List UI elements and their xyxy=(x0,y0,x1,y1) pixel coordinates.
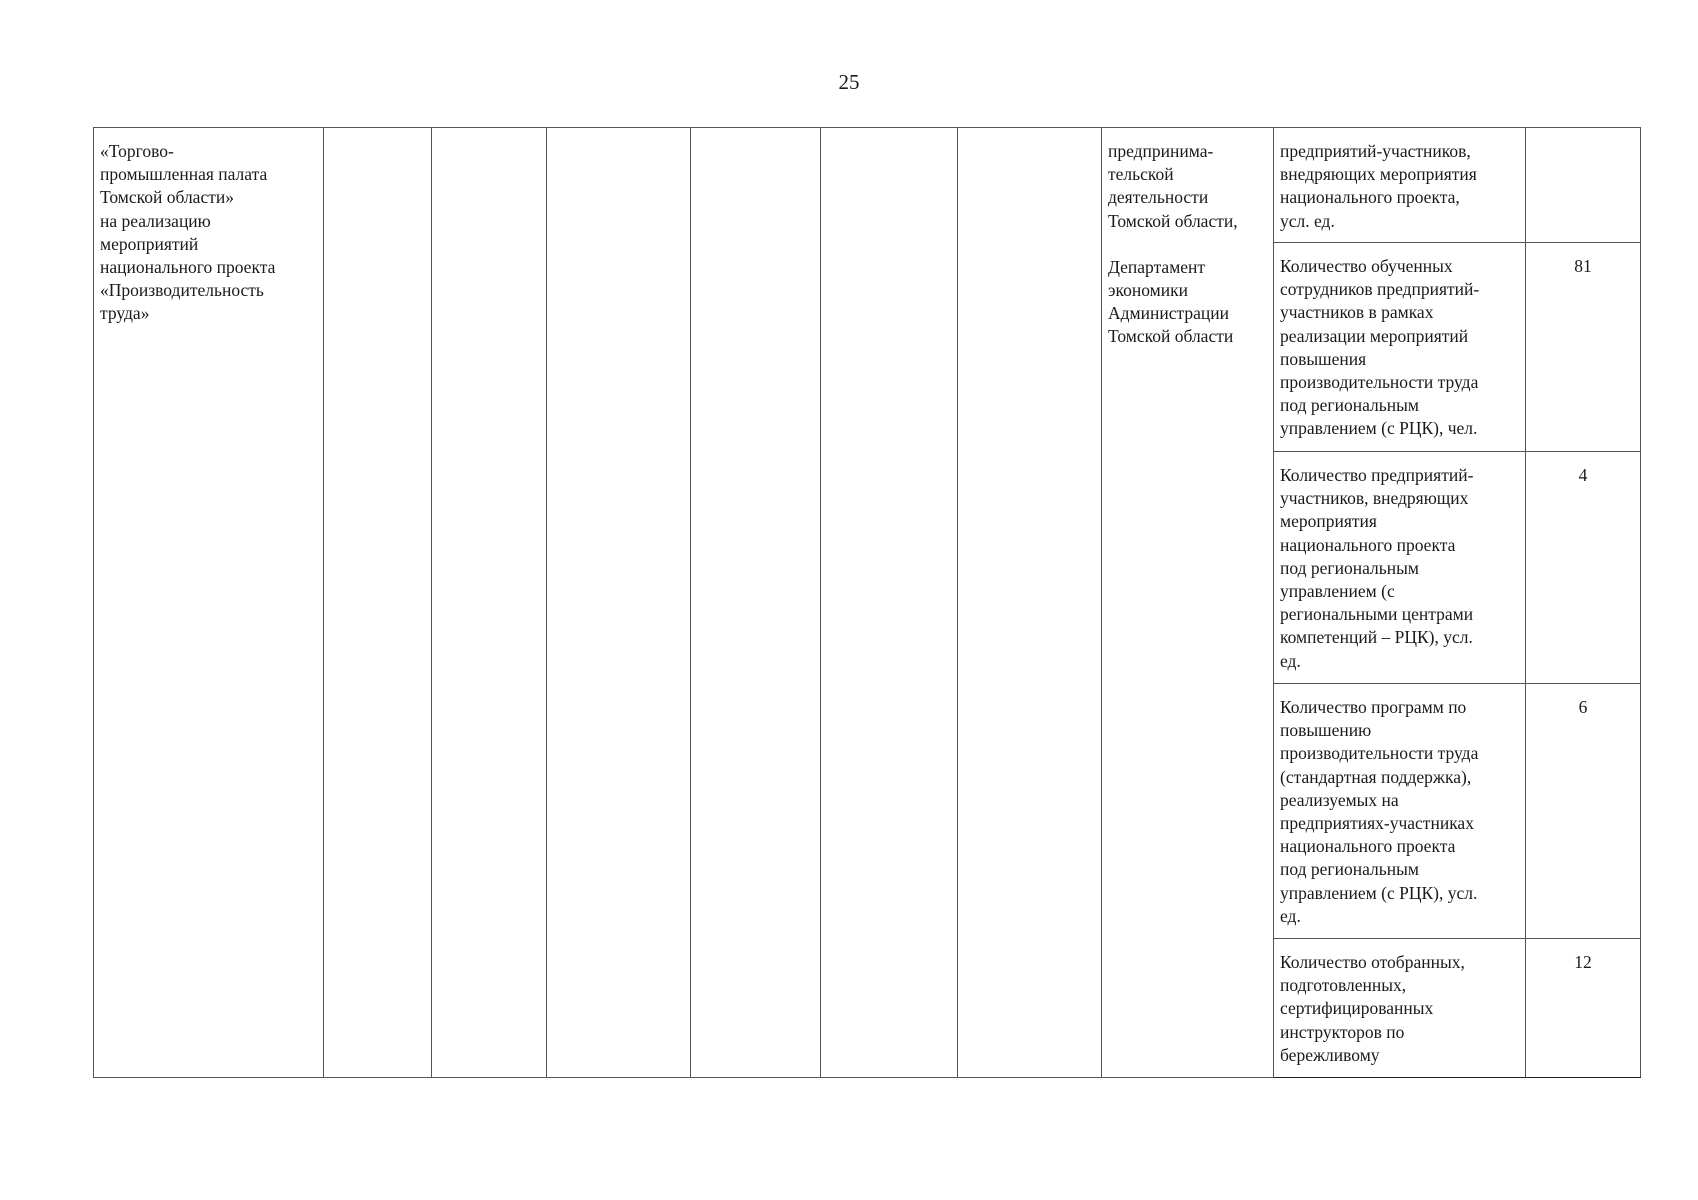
responsible-text-1: предпринима- тельской деятельности Томской области, xyxy=(1108,141,1238,231)
indicator-name-cell xyxy=(1274,243,1526,452)
indicator-value-cell xyxy=(1526,684,1641,939)
event-name-cell xyxy=(94,128,324,1078)
responsible-cell xyxy=(1102,128,1274,1078)
empty-cell xyxy=(958,128,1102,1078)
indicator-value-cell xyxy=(1526,452,1641,684)
indicator-value: 81 xyxy=(1574,256,1592,276)
program-table xyxy=(93,127,1641,1078)
indicator-value: 4 xyxy=(1578,465,1588,485)
table-row xyxy=(94,128,1641,243)
indicator-name: Количество обученных сотрудников предприятий- участников в рамках реализации мероприятий повышения производительности труда под региональным управлением (с РЦК), чел. xyxy=(1280,256,1480,439)
indicator-name-cell xyxy=(1274,452,1526,684)
empty-cell xyxy=(547,128,691,1078)
empty-cell xyxy=(821,128,958,1078)
empty-cell xyxy=(691,128,821,1078)
indicator-value-cell xyxy=(1526,128,1641,243)
indicator-name-cell xyxy=(1274,684,1526,939)
empty-cell xyxy=(432,128,547,1078)
indicator-name: Количество предприятий- участников, внедряющих мероприятия национального проекта под региональным управлением (с региональными центрами компетенций – РЦК), усл. ед. xyxy=(1280,465,1474,671)
responsible-text-2: Департамент экономики Администрации Томской области xyxy=(1108,256,1234,347)
indicator-value-cell xyxy=(1526,939,1641,1078)
page-number: 25 xyxy=(838,70,860,94)
indicator-value: 12 xyxy=(1574,952,1592,972)
indicator-value: 6 xyxy=(1578,697,1588,717)
indicator-name: предприятий-участников, внедряющих мероприятия национального проекта, усл. ед. xyxy=(1280,141,1477,231)
indicator-name: Количество отобранных, подготовленных, сертифицированных инструкторов по бережливому xyxy=(1280,952,1465,1065)
indicator-name-cell xyxy=(1274,939,1526,1078)
indicator-name: Количество программ по повышению производительности труда (стандартная поддержка), реализуемых на предприятиях-участниках национального проекта под региональным управлением (с РЦК), усл. ед. xyxy=(1280,697,1479,926)
indicator-value-cell xyxy=(1526,243,1641,452)
indicator-name-cell xyxy=(1274,128,1526,243)
event-name-text: «Торгово- промышленная палата Томской области» на реализацию мероприятий национального проекта «Производительность труда» xyxy=(100,141,276,324)
empty-cell xyxy=(324,128,432,1078)
